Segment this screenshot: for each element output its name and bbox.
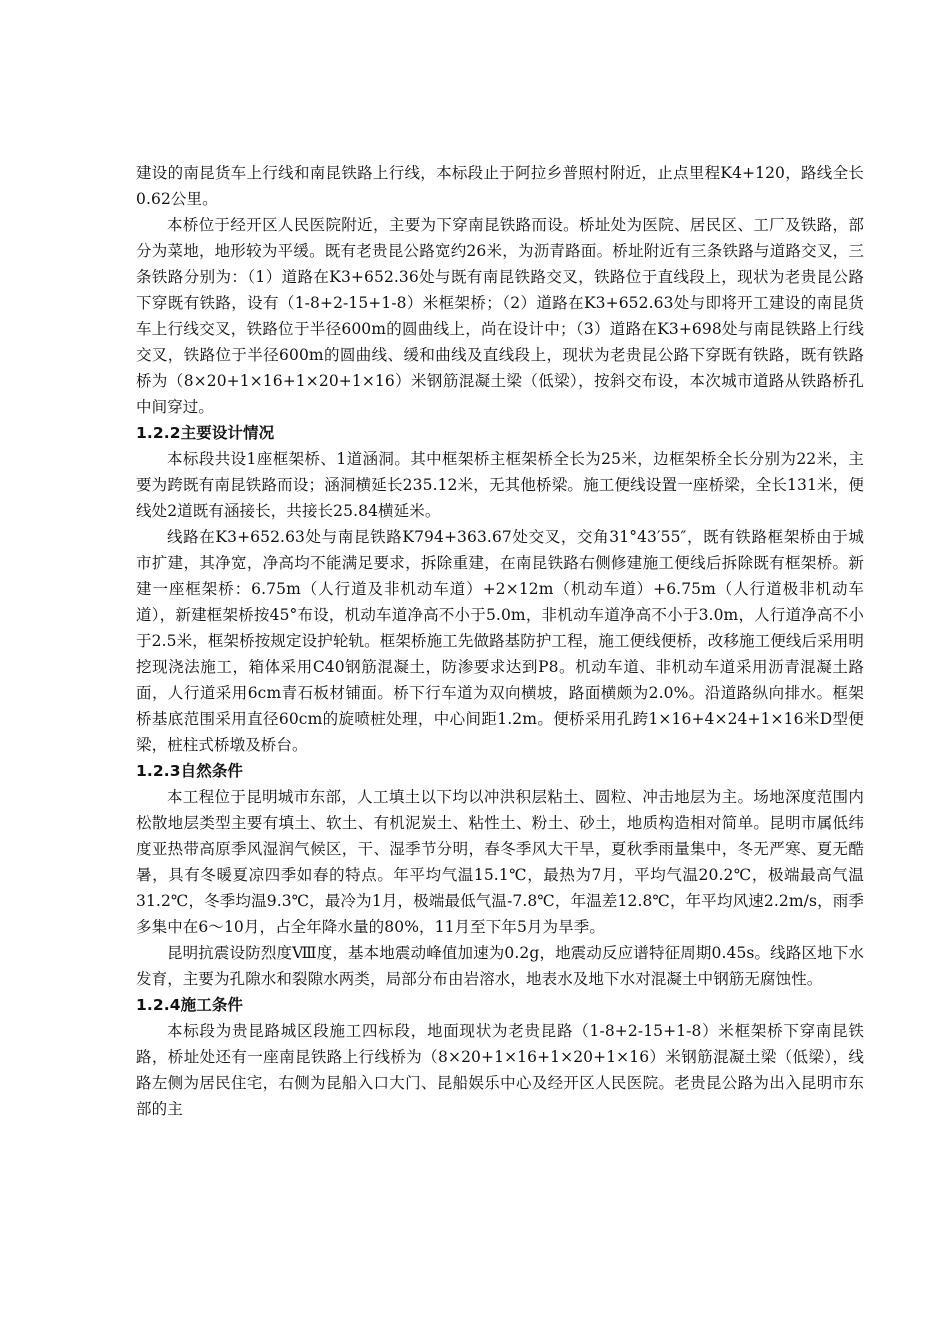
nature-paragraph-2: 昆明抗震设防烈度Ⅷ度，基本地震动峰值加速为0.2g，地震动反应谱特征周期0.45s。线路区地下水发育，主要为孔隙水和裂隙水两类，局部分布由岩溶水，地表水及地下水对混凝土中钢筋无腐蚀性。 — [136, 944, 864, 988]
intro-paragraph-2: 本桥位于经开区人民医院附近，主要为下穿南昆铁路而设。桥址处为医院、居民区、工厂及铁路，部分为菜地，地形较为平缓。既有老贵昆公路宽约26米，为沥青路面。桥址附近有三条铁路与道路交叉，三条铁路分别为：（1）道路在K3+652.36处与既有南昆铁路交叉，铁路位于直线段上，现状为老贵昆公路下穿既有铁路，设有（1-8+2-15+1-8）米框架桥；（2）道路在K3+652.63处与即将开工建设的南昆货车上行线交叉，铁路位于半径600m的圆曲线上，尚在设计中；（3）道路在K3+698处与南昆铁路上行线交叉，铁路位于半径600m的圆曲线、缓和曲线及直线段上，现状为老贵昆公路下穿既有铁路，既有铁路桥为（8×20+1×16+1×20+1×16）米钢筋混凝土梁（低梁），按斜交布设，本次城市道路从铁路桥孔中间穿过。 — [136, 216, 864, 416]
construction-paragraph-1: 本标段为贵昆路城区段施工四标段，地面现状为老贵昆路（1-8+2-15+1-8）米框架桥下穿南昆铁路，桥址处还有一座南昆铁路上行线桥为（8×20+1×16+1×20+1×16）米钢筋混凝土梁（低梁），线路左侧为居民住宅，右侧为昆船入口大门、昆船娱乐中心及经开区人民医院。老贵昆公路为出入昆明市东部的主 — [136, 1022, 864, 1118]
section-heading-1-2-4: 1.2.4施工条件 — [136, 996, 244, 1014]
section-heading-1-2-2: 1.2.2主要设计情况 — [136, 424, 275, 442]
document-page — [136, 160, 864, 1122]
design-paragraph-1: 本标段共设1座框架桥、1道涵洞。其中框架桥主框架桥全长为25米，边框架桥全长分别为22米，主要为跨既有南昆铁路而设；涵洞横延长235.12米，无其他桥梁。施工便线设置一座桥梁，全长131米，便线处2道既有涵接长，共接长25.84横延米。 — [136, 450, 864, 520]
section-heading-1-2-3: 1.2.3自然条件 — [136, 762, 244, 780]
intro-paragraph-1: 建设的南昆货车上行线和南昆铁路上行线，本标段止于阿拉乡普照村附近，止点里程K4+120，路线全长0.62公里。 — [136, 164, 864, 208]
nature-paragraph-1: 本工程位于昆明城市东部，人工填土以下均以冲洪积层粘土、圆粒、冲击地层为主。场地深度范围内松散地层类型主要有填土、软土、有机泥炭土、粘性土、粉土、砂土，地质构造相对简单。昆明市属低纬度亚热带高原季风湿润气候区，干、湿季节分明，春冬季风大干旱，夏秋季雨量集中，冬无严寒、夏无酷暑，具有冬暖夏凉四季如春的特点。年平均气温15.1℃，最热为7月，平均气温20.2℃，极端最高气温31.2℃，冬季均温9.3℃，最冷为1月，极端最低气温-7.8℃，年温差12.8℃，年平均风速2.2m/s，雨季多集中在6～10月，占全年降水量的80%，11月至下年5月为旱季。 — [136, 788, 864, 936]
design-paragraph-2: 线路在K3+652.63处与南昆铁路K794+363.67处交叉，交角31°43′55″，既有铁路框架桥由于城市扩建，其净宽，净高均不能满足要求，拆除重建，在南昆铁路右侧修建施工便线后拆除既有框架桥。新建一座框架桥：6.75m（人行道及非机动车道）+2×12m（机动车道）+6.75m（人行道极非机动车道），新建框架桥按45°布设，机动车道净高不小于5.0m，非机动车道净高不小于3.0m，人行道净高不小于2.5米，框架桥按规定设护轮轨。框架桥施工先做路基防护工程，施工便线便桥，改移施工便线后采用明挖现浇法施工，箱体采用C40钢筋混凝土，防渗要求达到P8。机动车道、非机动车道采用沥青混凝土路面，人行道采用6cm青石板材铺面。桥下行车道为双向横坡，路面横颇为2.0%。沿道路纵向排水。框架桥基底范围采用直径60cm的旋喷桩处理，中心间距1.2m。便桥采用孔跨1×16+4×24+1×16米D型便梁，桩柱式桥墩及桥台。 — [136, 528, 864, 754]
